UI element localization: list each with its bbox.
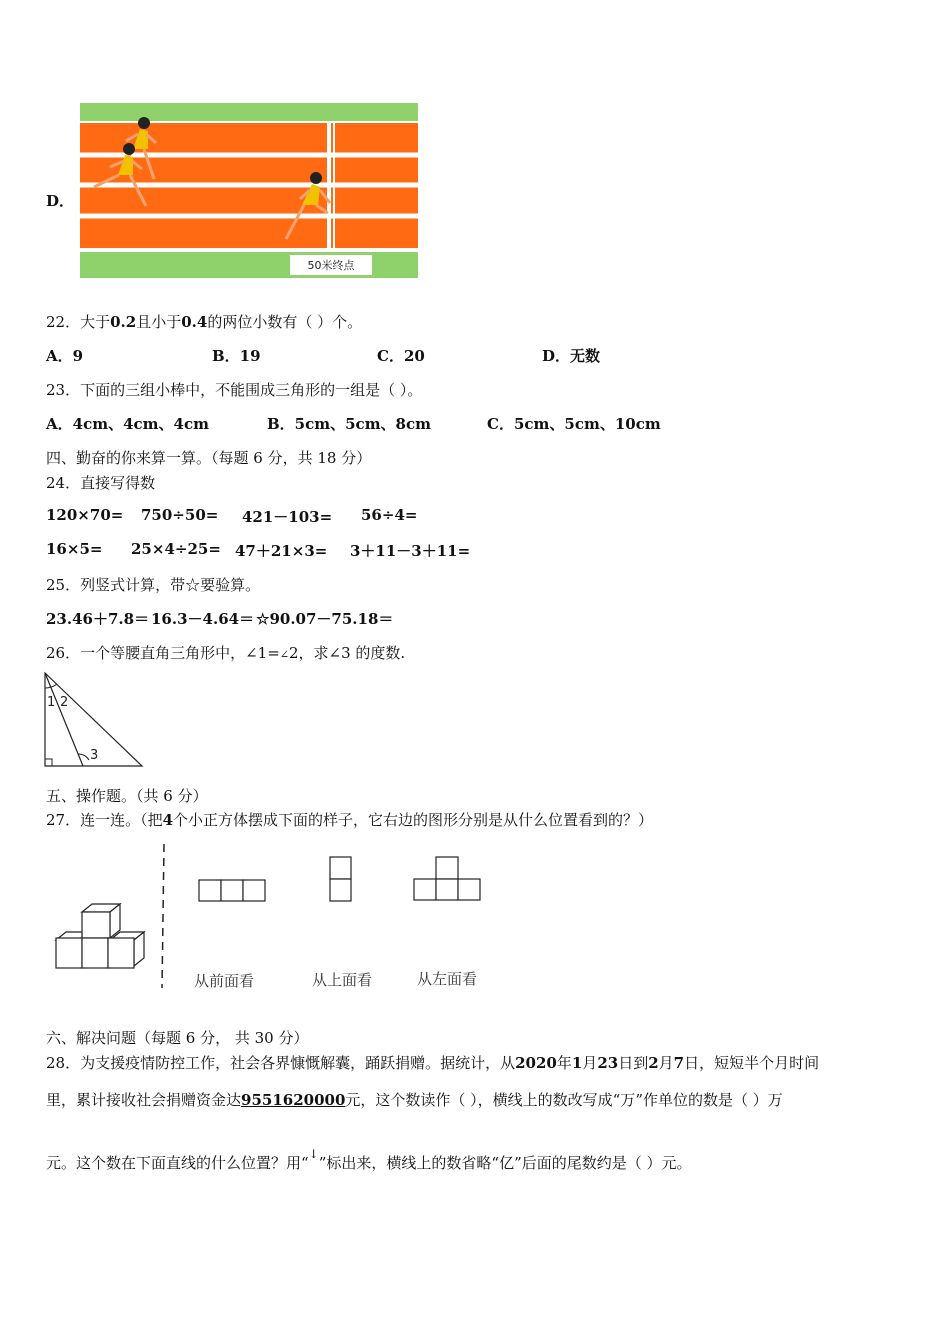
down-arrow-icon: ↓ — [308, 1147, 319, 1161]
section-6-title: 六、解决问题（每题 6 分， 共 30 分） — [46, 1029, 309, 1047]
view-label-front: 从前面看 — [194, 972, 255, 990]
q24-expr: 750÷50= — [141, 506, 219, 524]
angle-1-label: 1 — [47, 695, 56, 710]
q24-stem: 24．直接写得数 — [46, 474, 156, 492]
q24-expr: 120×70= — [46, 506, 124, 524]
q27-stem: 27．连一连。（把4个小正方体摆成下面的样子，它右边的图形分别是从什么位置看到的？） — [46, 811, 654, 829]
q23-option-c[interactable]: C．5cm、5cm、10cm — [487, 415, 661, 433]
running-track-image — [78, 101, 420, 281]
q24-expr: 3＋11－3＋11= — [350, 542, 471, 560]
q24-expr: 47＋21×3= — [235, 542, 328, 560]
q22-option-d[interactable]: D．无数 — [542, 347, 601, 365]
q22-option-c[interactable]: C．20 — [377, 347, 425, 365]
q25-stem: 25．列竖式计算，带☆要验算。 — [46, 576, 261, 594]
q26-stem: 26．一个等腰直角三角形中，∠1=∠2，求∠3 的度数. — [46, 644, 406, 662]
angle-3-label: 3 — [90, 748, 99, 763]
q22-option-b[interactable]: B．19 — [212, 347, 261, 365]
angle-2-label: 2 — [60, 695, 69, 710]
option-d-label: D． — [46, 192, 75, 210]
q24-expr: 56÷4= — [361, 506, 418, 524]
view-label-left: 从左面看 — [417, 970, 478, 988]
q25-expr: 16.3－4.64＝ — [151, 610, 255, 628]
q24-expr: 421－103= — [242, 508, 333, 526]
q22-option-a[interactable]: A．9 — [46, 347, 84, 365]
q24-expr: 25×4÷25= — [131, 540, 221, 558]
q28-line-2: 里，累计接收社会捐赠资金达9551620000元，这个数读作（ ），横线上的数改写成“万”作单位的数是（ ）万 — [46, 1091, 783, 1109]
q22-stem: 22．大于0.2且小于0.4的两位小数有（ ）个。 — [46, 313, 363, 331]
left-view-shape — [411, 853, 485, 905]
section-5-title: 五、操作题。（共 6 分） — [46, 787, 208, 805]
view-label-top: 从上面看 — [312, 971, 373, 989]
q28-line-3: 元。这个数在下面直线的什么位置？用“↓”标出来，横线上的数省略“亿”后面的尾数约是（ ）元。 — [46, 1147, 692, 1172]
section-4-title: 四、勤奋的你来算一算。（每题 6 分，共 18 分） — [46, 449, 372, 467]
finish-line-label: 50米终点 — [307, 259, 355, 272]
q28-line-1: 28．为支援疫情防控工作，社会各界慷慨解囊，踊跃捐赠。据统计，从2020年1月23日到2月7日，短短半个月时间 — [46, 1054, 820, 1072]
donation-amount: 9551620000 — [241, 1091, 346, 1109]
dashed-divider — [157, 842, 169, 990]
q24-expr: 16×5= — [46, 540, 103, 558]
triangle-diagram — [40, 668, 148, 770]
top-view-shape — [325, 853, 357, 905]
q25-expr: 23.46＋7.8＝ — [46, 610, 150, 628]
q23-option-a[interactable]: A．4cm、4cm、4cm — [46, 415, 209, 433]
front-view-shape — [195, 876, 269, 904]
q23-option-b[interactable]: B．5cm、5cm、8cm — [267, 415, 432, 433]
q25-expr: ☆90.07－75.18＝ — [256, 610, 394, 628]
cube-stack-image — [50, 900, 150, 972]
q23-stem: 23．下面的三组小棒中，不能围成三角形的一组是（ ）。 — [46, 381, 423, 399]
